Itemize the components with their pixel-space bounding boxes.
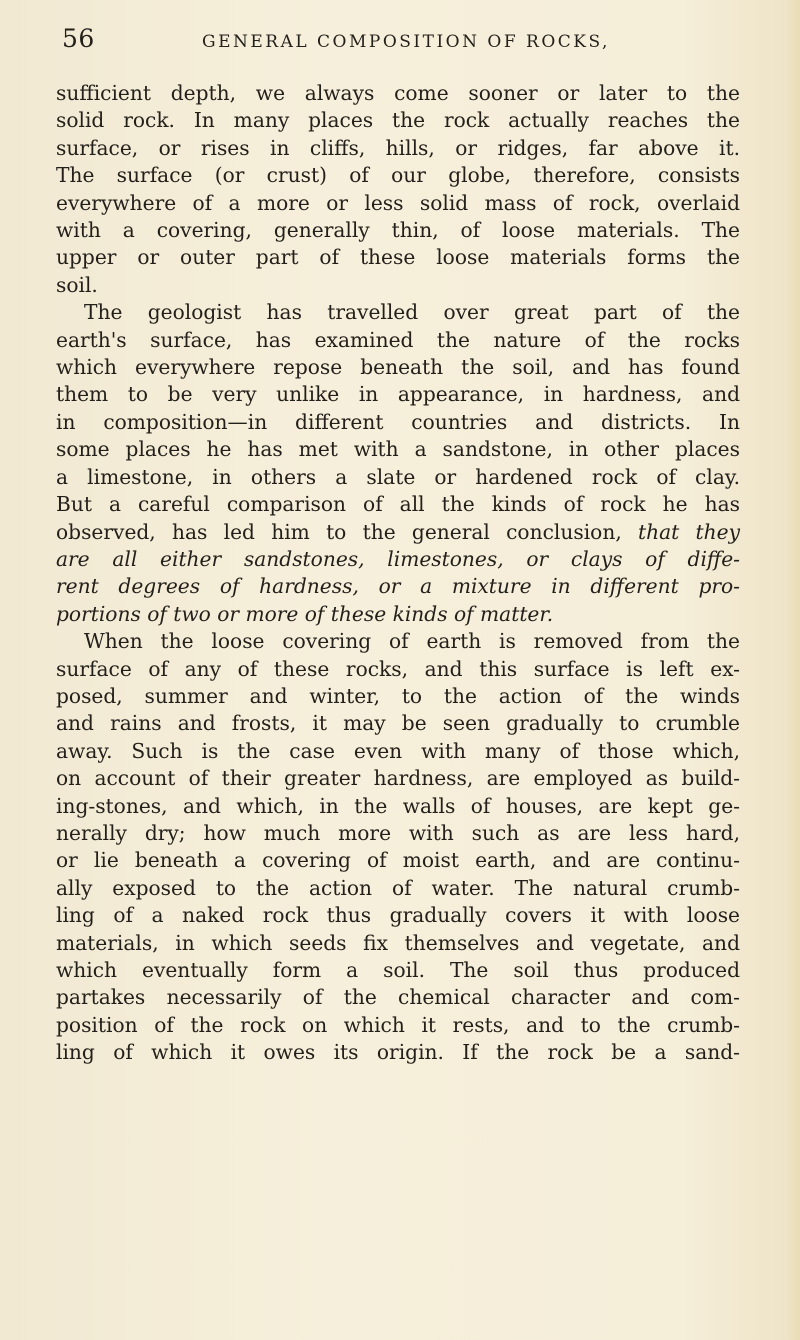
text-line-roman: When the loose covering of earth is removed from the: [84, 629, 740, 654]
text-line: [56, 519, 740, 546]
text-line: [56, 327, 740, 354]
text-line-roman: position of the rock on which it rests, and to the crumb-: [56, 1012, 740, 1037]
text-line: [56, 984, 740, 1011]
text-line: [56, 190, 740, 217]
page-number: 56: [62, 24, 95, 53]
text-line-roman: materials, in which seeds fix themselves and vegetate, and: [56, 930, 740, 955]
text-line: [56, 381, 740, 408]
text-line-roman: which everywhere repose beneath the soil, and has found: [56, 355, 740, 380]
text-line-roman: observed, has led him to the general conclusion,: [56, 519, 638, 544]
text-line: [56, 601, 740, 628]
text-line-roman: away. Such is the case even with many of those which,: [56, 738, 740, 763]
text-line-roman: them to be very unlike in appearance, in hardness, and: [56, 382, 740, 407]
text-line-roman: everywhere of a more or less solid mass of rock, overlaid: [56, 190, 740, 215]
text-line: [56, 272, 740, 299]
text-line-roman: The geologist has travelled over great part of the: [84, 300, 740, 325]
text-line: [56, 436, 740, 463]
text-line: [56, 930, 740, 957]
text-line-italic: are all either sandstones, limestones, or clays of diffe-: [56, 546, 740, 571]
text-line-roman: ing-stones, and which, in the walls of houses, are kept ge-: [56, 793, 740, 818]
text-line: [56, 738, 740, 765]
text-line-roman: sufficient depth, we always come sooner or later to the: [56, 81, 740, 105]
text-line: [56, 107, 740, 134]
text-line-roman: partakes necessarily of the chemical character and com-: [56, 985, 740, 1010]
text-line-roman: The surface (or crust) of our globe, therefore, consists: [56, 163, 740, 188]
text-line-roman: nerally dry; how much more with such as are less hard,: [56, 820, 740, 845]
page-header: [62, 22, 742, 62]
text-line: [56, 217, 740, 244]
text-line: [56, 957, 740, 984]
text-line-roman: which eventually form a soil. The soil thus produced: [56, 958, 740, 982]
text-line: [56, 299, 740, 326]
text-line-italic: portions of two or more of these kinds of matter.: [56, 601, 554, 626]
text-line: [56, 409, 740, 436]
text-line-roman: solid rock. In many places the rock actually reaches the: [56, 108, 740, 133]
text-line: [56, 244, 740, 271]
text-line: [56, 162, 740, 189]
text-line: [56, 793, 740, 820]
page-edge-shading: [786, 0, 800, 1340]
text-line-roman: surface of any of these rocks, and this surface is left ex-: [56, 656, 740, 681]
text-line: [56, 464, 740, 491]
text-line-roman: in composition—in different countries and districts. In: [56, 409, 740, 434]
text-line-roman: ling of a naked rock thus gradually covers it with loose: [56, 903, 740, 928]
text-line: [56, 354, 740, 381]
text-line: [56, 1012, 740, 1039]
text-line-roman: or lie beneath a covering of moist earth, and are continu-: [56, 848, 740, 873]
text-line: [56, 80, 740, 107]
text-line-roman: posed, summer and winter, to the action of the winds: [56, 683, 740, 708]
text-line: [56, 875, 740, 902]
text-line-roman: some places he has met with a sandstone, in other places: [56, 437, 740, 462]
text-line-roman: and rains and frosts, it may be seen gradually to crumble: [56, 711, 740, 736]
body-text: [56, 80, 740, 1067]
text-line: [56, 573, 740, 600]
text-line-roman: ally exposed to the action of water. The natural crumb-: [56, 875, 740, 900]
running-head: GENERAL COMPOSITION OF ROCKS,: [202, 32, 610, 52]
text-line: [56, 820, 740, 847]
text-line: [56, 847, 740, 874]
text-line-roman: surface, or rises in cliffs, hills, or ridges, far above it.: [56, 135, 740, 160]
text-line-roman: soil.: [56, 272, 98, 297]
text-line: [56, 491, 740, 518]
text-line: [56, 765, 740, 792]
text-line-roman: with a covering, generally thin, of loose materials. The: [56, 218, 740, 243]
text-line: [56, 546, 740, 573]
text-line: [56, 902, 740, 929]
text-line: [56, 656, 740, 683]
text-line: [56, 1039, 740, 1066]
text-line: [56, 135, 740, 162]
text-line-roman: upper or outer part of these loose materials forms the: [56, 245, 740, 270]
text-line-roman: earth's surface, has examined the nature of the rocks: [56, 327, 740, 352]
text-line-italic: rent degrees of hardness, or a mixture in different pro-: [56, 574, 740, 599]
text-line-roman: on account of their greater hardness, are employed as build-: [56, 766, 740, 791]
text-line-roman: But a careful comparison of all the kinds of rock he has: [56, 492, 740, 517]
text-line: [56, 683, 740, 710]
text-line-italic: that they: [638, 519, 740, 544]
text-line-roman: a limestone, in others a slate or hardened rock of clay.: [56, 464, 740, 489]
text-line: [56, 628, 740, 655]
text-line-roman: ling of which it owes its origin. If the rock be a sand-: [56, 1040, 740, 1065]
text-line: [56, 710, 740, 737]
